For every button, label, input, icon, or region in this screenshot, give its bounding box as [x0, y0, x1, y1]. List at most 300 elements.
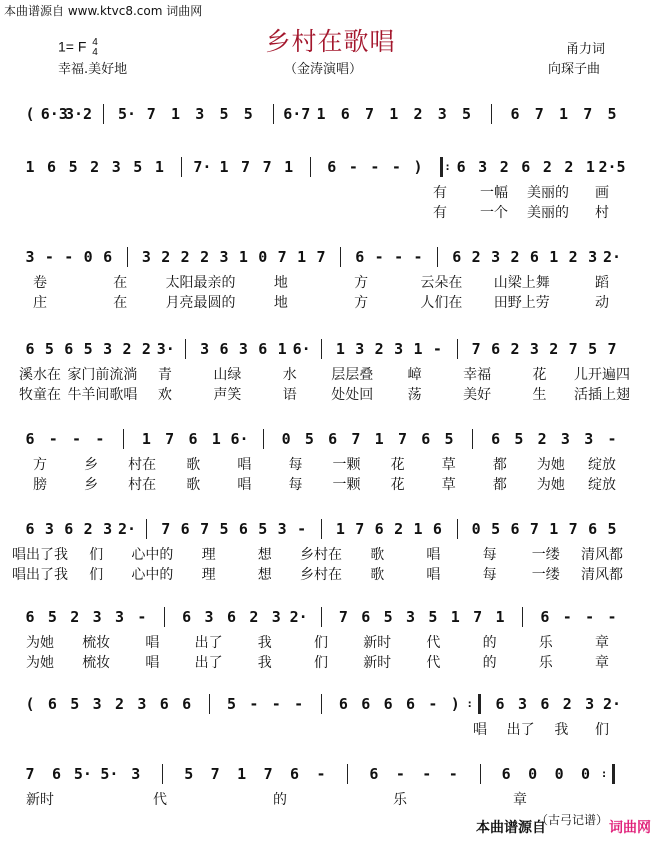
note: 3 — [584, 430, 594, 448]
note: 7 — [338, 608, 348, 626]
lyric-word: 青 — [157, 367, 172, 383]
bar-line — [321, 519, 322, 539]
note: 5 — [514, 430, 524, 448]
note: 5· — [117, 105, 137, 123]
note: 2 — [549, 340, 559, 358]
lyric-word: 太阳最亲的 — [165, 275, 236, 291]
lyric-word: 章 — [513, 792, 527, 808]
lyric-word: 花 — [390, 477, 405, 493]
lyric-word: 清风都 — [581, 567, 623, 583]
lyric-word: 唱出了我 — [12, 567, 68, 583]
note: 3 — [115, 608, 125, 626]
note: 5 — [383, 608, 393, 626]
notes-line — [0, 248, 661, 266]
note: 1 — [335, 340, 345, 358]
lyric-word: 唱 — [426, 567, 441, 583]
note: - — [432, 340, 442, 358]
lyric-word: 在 — [113, 275, 128, 291]
lyricist: 甬力词 — [566, 42, 606, 57]
bar-line — [457, 339, 458, 359]
bar-line — [263, 429, 264, 449]
note: 3· — [156, 340, 175, 358]
lyric-word: 乡村在 — [300, 547, 342, 563]
note: 6 — [290, 765, 300, 783]
note: 1 — [237, 765, 247, 783]
note: 0 — [83, 248, 93, 266]
bar-line — [480, 764, 481, 784]
lyric-word: 一幅 — [480, 185, 508, 201]
note: - — [428, 695, 438, 713]
note: 7 — [200, 520, 210, 538]
notes-line — [0, 158, 661, 176]
note: 1 — [495, 608, 505, 626]
bar-line — [522, 607, 523, 627]
note: 1 — [154, 158, 164, 176]
lyric-word: 为她 — [536, 477, 565, 493]
note: 2· — [602, 695, 622, 713]
bar-line — [437, 247, 438, 267]
note: 3 — [271, 608, 281, 626]
lyric-word: 生 — [532, 387, 547, 403]
note: 3 — [44, 520, 54, 538]
note: 5 — [243, 105, 253, 123]
key-text: 1= F — [58, 38, 87, 55]
note: ) — [413, 158, 423, 176]
note: ( — [25, 105, 35, 123]
note: 5 — [133, 158, 143, 176]
lyric-word: 方 — [354, 295, 369, 311]
note: 2 — [161, 248, 171, 266]
lyric-word: 欢 — [157, 387, 172, 403]
note: - — [374, 248, 384, 266]
lyric-word: 代 — [153, 792, 167, 808]
note: 7 — [607, 340, 617, 358]
note: 6 — [182, 695, 192, 713]
note: 1 — [297, 248, 307, 266]
bar-line — [310, 157, 311, 177]
note: 6 — [510, 520, 520, 538]
repeat-dots: : — [600, 767, 608, 780]
note: 7 — [165, 430, 175, 448]
note: 2 — [249, 608, 259, 626]
notes-line — [0, 430, 661, 448]
note: 6 — [25, 430, 35, 448]
note: 2 — [70, 608, 80, 626]
note: ) — [450, 695, 460, 713]
lyric-word: 草 — [441, 457, 456, 473]
lyrics-line — [0, 456, 661, 474]
lyric-word: 都 — [492, 477, 507, 493]
note: 7 — [397, 430, 407, 448]
lyric-word: 一颗 — [332, 457, 361, 473]
lyric-word: 们 — [314, 635, 328, 651]
note: 6·3 — [40, 105, 68, 123]
note: - — [48, 430, 58, 448]
lyric-word: 们 — [595, 722, 609, 738]
note: 5 — [44, 340, 54, 358]
lyric-word: 绽放 — [588, 457, 616, 473]
note: 7 — [471, 340, 481, 358]
lyric-word: 唱 — [473, 722, 487, 738]
lyric-word: 卷 — [33, 275, 47, 291]
note: 2 — [562, 695, 572, 713]
note: 7 — [583, 105, 593, 123]
lyrics-line — [0, 366, 661, 384]
note: 7 — [316, 248, 326, 266]
note: 3 — [394, 340, 404, 358]
lyric-word: 一缕 — [531, 547, 560, 563]
note: 1 — [211, 430, 221, 448]
note: 2 — [499, 158, 509, 176]
lyric-word: 山绿 — [213, 367, 242, 383]
lyric-word: 蹈 — [595, 275, 609, 291]
note: 2 — [394, 520, 404, 538]
note: 6 — [64, 520, 74, 538]
note: 3 — [238, 340, 248, 358]
note: 1 — [335, 520, 345, 538]
note: 7 — [534, 105, 544, 123]
note: 7 — [263, 765, 273, 783]
lyric-word: 清风都 — [581, 547, 623, 563]
note: 1 — [549, 520, 559, 538]
note: 7 — [355, 520, 365, 538]
note: 1 — [585, 158, 595, 176]
bar-line — [472, 429, 473, 449]
note: - — [271, 695, 281, 713]
lyric-word: 章 — [595, 635, 609, 651]
note: 5 — [184, 765, 194, 783]
lyric-word: 的 — [273, 792, 287, 808]
lyric-word: 都 — [492, 457, 507, 473]
note: 7 — [568, 520, 578, 538]
lyric-word: 动 — [595, 295, 609, 311]
note: 6 — [540, 608, 550, 626]
lyric-word: 水 — [282, 367, 297, 383]
lyric-word: 为她 — [26, 635, 54, 651]
site-label: 本曲谱源自 www.ktvc8.com 词曲网 — [4, 4, 203, 18]
composer: 向琛子曲 — [548, 62, 601, 77]
note: - — [72, 430, 82, 448]
expression-mark: 幸福.美好地 — [58, 62, 128, 77]
note: 3 — [25, 248, 35, 266]
lyrics-line — [0, 386, 661, 404]
note: 0 — [258, 248, 268, 266]
lyric-word: 乐 — [393, 792, 407, 808]
song-title: 乡村在歌唱 — [265, 27, 396, 56]
note: 6 — [361, 695, 371, 713]
note: 7 — [364, 105, 375, 123]
lyric-word: 为她 — [536, 457, 565, 473]
note: 5 — [70, 695, 80, 713]
note: 7 — [351, 430, 361, 448]
lyric-word: 溪水在 — [19, 367, 61, 383]
note: 6 — [180, 520, 190, 538]
note: 6 — [421, 430, 431, 448]
lyric-word: 心中的 — [131, 547, 174, 563]
note: 5 — [258, 520, 268, 538]
note: 3·2 — [64, 105, 93, 123]
note: - — [585, 608, 595, 626]
note: 3 — [195, 105, 205, 123]
lyric-word: 唱出了我 — [12, 547, 68, 563]
note: 5 — [83, 340, 93, 358]
note: 1 — [549, 248, 559, 266]
lyric-word: 每 — [482, 547, 497, 563]
lyric-word: 们 — [89, 567, 104, 583]
note: 3 — [219, 248, 229, 266]
note: 5· — [100, 765, 119, 783]
note: 6 — [51, 765, 61, 783]
bar-line — [347, 764, 348, 784]
lyric-word: 想 — [257, 547, 272, 563]
notes-line — [0, 340, 661, 358]
note: 6 — [25, 608, 35, 626]
lyric-word: 嶂 — [407, 367, 422, 383]
note: 1 — [238, 248, 248, 266]
note: 6 — [103, 248, 113, 266]
note: 2·5 — [598, 158, 626, 176]
lyric-word: 花 — [532, 367, 547, 383]
note: 0 — [471, 520, 481, 538]
bar-line — [164, 607, 165, 627]
lyric-word: 出了 — [506, 722, 535, 738]
note: 3 — [529, 340, 539, 358]
lyric-word: 村 — [595, 205, 609, 221]
lyric-word: 新时 — [26, 792, 54, 808]
footer-source: 本曲谱源自 — [476, 820, 546, 836]
note: 7 — [473, 608, 483, 626]
notes-line — [0, 608, 661, 626]
note: 6·7 — [283, 105, 311, 123]
note: 6 — [491, 340, 501, 358]
note: ( — [25, 695, 35, 713]
note: 6 — [327, 158, 337, 176]
lyric-word: 乡 — [84, 457, 99, 473]
note: 7 — [210, 765, 220, 783]
note: - — [44, 248, 54, 266]
lyric-word: 地 — [273, 275, 288, 291]
note: 3 — [111, 158, 121, 176]
lyric-word: 人们在 — [420, 295, 463, 311]
lyric-word: 层层叠 — [331, 367, 374, 383]
lyric-word: 画 — [595, 185, 609, 201]
note: 2 — [537, 430, 547, 448]
note: - — [95, 430, 105, 448]
note: - — [448, 765, 458, 783]
note: 5 — [226, 695, 236, 713]
lyric-word: 每 — [482, 567, 497, 583]
notes-line — [0, 765, 661, 783]
note: 1 — [389, 105, 399, 123]
lyric-word: 家门前流淌 — [67, 367, 138, 383]
lyric-word: 我 — [554, 722, 569, 738]
note: 7 — [262, 158, 272, 176]
lyric-word: 歌 — [186, 477, 201, 493]
note: 1 — [413, 340, 423, 358]
note: 6 — [188, 430, 198, 448]
notes-line — [0, 695, 661, 713]
note: 5 — [491, 520, 501, 538]
bar-line — [478, 694, 481, 714]
bar-line — [491, 104, 492, 124]
note: 1 — [277, 340, 287, 358]
lyric-word: 唱 — [145, 655, 160, 671]
lyric-word: 方 — [354, 275, 369, 291]
note: 6 — [456, 158, 466, 176]
note: 7 — [146, 105, 156, 123]
note: 3 — [92, 695, 102, 713]
lyric-word: 儿开遍四 — [574, 367, 630, 383]
note: 3 — [200, 340, 210, 358]
note: 5 — [47, 608, 57, 626]
note: 7 — [277, 248, 287, 266]
time-signature — [92, 38, 98, 58]
note: 2 — [510, 340, 520, 358]
note: 6· — [292, 340, 311, 358]
note: 3 — [204, 608, 214, 626]
bar-line — [340, 247, 341, 267]
lyrics-line — [0, 721, 661, 739]
note: 6 — [588, 520, 598, 538]
lyric-word: 田野上劳 — [493, 295, 550, 311]
note: 6 — [182, 608, 192, 626]
notes-line — [0, 520, 661, 538]
note: 6 — [258, 340, 268, 358]
note: - — [64, 248, 74, 266]
lyric-word: 声笑 — [213, 387, 242, 403]
note: 6 — [338, 695, 348, 713]
bar-line — [321, 694, 322, 714]
note: 2 — [90, 158, 100, 176]
bar-line — [612, 764, 615, 784]
footer-site: 词曲网 — [609, 820, 651, 836]
note: - — [562, 608, 572, 626]
note: 2 — [510, 248, 520, 266]
bar-line — [162, 764, 163, 784]
note: 5 — [219, 105, 229, 123]
lyric-word: 荡 — [407, 387, 422, 403]
lyrics-line — [0, 476, 661, 494]
note: 1 — [25, 158, 35, 176]
note: 2 — [200, 248, 210, 266]
lyric-word: 村在 — [128, 457, 157, 473]
note: 3 — [137, 695, 147, 713]
note: 7 — [161, 520, 171, 538]
lyric-word: 云朵在 — [420, 275, 463, 291]
note: 6 — [510, 105, 520, 123]
lyric-word: 我 — [257, 655, 272, 671]
note: 6 — [238, 520, 248, 538]
note: 6 — [25, 520, 35, 538]
note: 3 — [437, 105, 447, 123]
lyric-word: 们 — [314, 655, 328, 671]
note: 3 — [131, 765, 141, 783]
note: 6 — [501, 765, 511, 783]
note: 6 — [369, 765, 379, 783]
lyric-word: 的 — [482, 655, 497, 671]
note: 3 — [277, 520, 287, 538]
lyric-word: 每 — [288, 477, 303, 493]
lyric-word: 乐 — [538, 635, 553, 651]
note: 5 — [607, 520, 617, 538]
lyric-word: 乡 — [84, 477, 99, 493]
lyric-word: 幸福 — [463, 367, 492, 383]
lyric-word: 处处回 — [331, 387, 374, 403]
note: - — [294, 695, 304, 713]
lyrics-line — [0, 566, 661, 584]
lyric-word: 们 — [89, 547, 104, 563]
note: 3 — [585, 695, 595, 713]
lyrics-line — [0, 654, 661, 672]
note: 6 — [540, 695, 550, 713]
lyric-word: 方 — [33, 457, 47, 473]
lyric-word: 膀 — [33, 477, 47, 493]
note: 7 — [568, 340, 578, 358]
note: 1 — [374, 430, 384, 448]
lyric-word: 新时 — [363, 655, 392, 671]
note: - — [395, 765, 405, 783]
note: 2 — [374, 340, 384, 358]
note: 3 — [103, 340, 113, 358]
note: 2 — [568, 248, 578, 266]
note: 6 — [521, 158, 531, 176]
note: 0 — [581, 765, 591, 783]
note: - — [607, 608, 617, 626]
lyric-word: 歌 — [370, 567, 385, 583]
lyric-word: 乡村在 — [300, 567, 342, 583]
lyric-word: 心中的 — [131, 567, 174, 583]
lyrics-line — [0, 294, 661, 312]
time-top: 4 — [92, 37, 98, 48]
lyric-word: 为她 — [26, 655, 54, 671]
performer: （金涛演唱） — [284, 62, 363, 77]
lyrics-line — [0, 791, 661, 809]
note: 6 — [452, 248, 462, 266]
lyric-word: 有 — [433, 185, 447, 201]
note: 2 — [180, 248, 190, 266]
lyric-word: 歌 — [370, 547, 385, 563]
note: 6 — [361, 608, 371, 626]
note: 2· — [289, 608, 308, 626]
note: - — [137, 608, 147, 626]
note: 3 — [92, 608, 102, 626]
key-signature — [58, 38, 98, 58]
lyric-word: 一缕 — [531, 567, 560, 583]
lyric-word: 唱 — [237, 457, 252, 473]
bar-line — [209, 694, 210, 714]
note: 1 — [141, 430, 151, 448]
transcriber-note: （古弓记谱） — [535, 813, 609, 827]
note: 5 — [461, 105, 472, 123]
note: 2 — [542, 158, 552, 176]
note: 7 — [241, 158, 251, 176]
lyric-word: 乐 — [538, 655, 553, 671]
lyric-word: 梳妆 — [82, 635, 111, 651]
lyric-word: 我 — [257, 635, 272, 651]
note: - — [297, 520, 307, 538]
lyric-word: 新时 — [363, 635, 392, 651]
lyric-word: 唱 — [237, 477, 252, 493]
note: 7· — [193, 158, 212, 176]
lyrics-line — [0, 634, 661, 652]
note: 6 — [355, 248, 365, 266]
note: 3 — [517, 695, 527, 713]
lyrics-line — [0, 546, 661, 564]
lyric-word: 绽放 — [588, 477, 616, 493]
note: 6 — [328, 430, 338, 448]
lyric-word: 每 — [288, 457, 303, 473]
lyric-word: 理 — [201, 567, 216, 583]
